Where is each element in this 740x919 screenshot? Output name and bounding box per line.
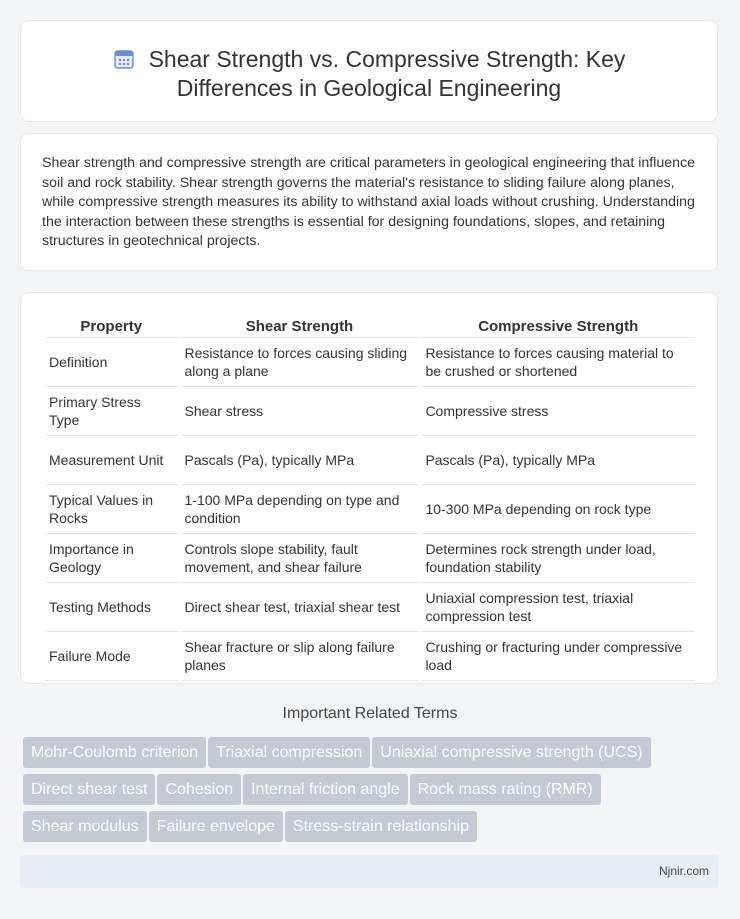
- cell-property: Testing Methods: [45, 583, 178, 632]
- table-row: [45, 338, 695, 387]
- tag-stress-strain[interactable]: Stress-strain relationship: [285, 811, 477, 842]
- header-compressive-strength: Compressive Strength: [421, 315, 695, 338]
- tag-direct-shear-test[interactable]: Direct shear test: [23, 774, 155, 805]
- cell-compressive: Compressive stress: [421, 387, 695, 436]
- table-header-row: [45, 315, 695, 338]
- cell-property: Measurement Unit: [45, 436, 178, 485]
- tag-shear-modulus[interactable]: Shear modulus: [23, 811, 147, 842]
- table-row: [45, 436, 695, 485]
- table-row: [45, 485, 695, 534]
- header-property: Property: [45, 315, 178, 338]
- title-line-2: Differences in Geological Engineering: [176, 75, 562, 101]
- tag-mohr-coulomb[interactable]: Mohr-Coulomb criterion: [23, 737, 206, 768]
- cell-property: Primary Stress Type: [45, 387, 178, 436]
- title-line-1: Shear Strength vs. Compressive Strength: Key: [148, 46, 626, 72]
- intro-card: [20, 133, 718, 271]
- cell-shear: 1-100 MPa depending on type and condition: [181, 485, 419, 534]
- calendar-icon: [113, 48, 135, 70]
- cell-shear: Controls slope stability, fault movement, and shear failure: [181, 534, 419, 583]
- cell-compressive: Determines rock strength under load, foundation stability: [421, 534, 695, 583]
- comparison-table-card: [20, 292, 718, 684]
- tag-rmr[interactable]: Rock mass rating (RMR): [410, 774, 601, 805]
- tag-internal-friction-angle[interactable]: Internal friction angle: [243, 774, 408, 805]
- cell-property: Failure Mode: [45, 632, 178, 681]
- tag-cohesion[interactable]: Cohesion: [157, 774, 241, 805]
- cell-property: Importance in Geology: [45, 534, 178, 583]
- cell-shear: Direct shear test, triaxial shear test: [181, 583, 419, 632]
- cell-shear: Pascals (Pa), typically MPa: [181, 436, 419, 485]
- tag-ucs[interactable]: Uniaxial compressive strength (UCS): [372, 737, 650, 768]
- comparison-table: [42, 315, 698, 681]
- cell-compressive: Crushing or fracturing under compressive load: [421, 632, 695, 681]
- tag-triaxial-compression[interactable]: Triaxial compression: [208, 737, 370, 768]
- related-terms-title: Important Related Terms: [282, 705, 458, 722]
- cell-shear: Shear fracture or slip along failure planes: [181, 632, 419, 681]
- page-title: [21, 45, 717, 103]
- cell-shear: Shear stress: [181, 387, 419, 436]
- cell-compressive: Resistance to forces causing material to be crushed or shortened: [421, 338, 695, 387]
- cell-shear: Resistance to forces causing sliding along a plane: [181, 338, 419, 387]
- title-card: [20, 20, 718, 122]
- footer: [20, 855, 719, 888]
- table-row: [45, 583, 695, 632]
- cell-compressive: 10-300 MPa depending on rock type: [421, 485, 695, 534]
- table-row: [45, 534, 695, 583]
- cell-property: Typical Values in Rocks: [45, 485, 178, 534]
- cell-compressive: Pascals (Pa), typically MPa: [421, 436, 695, 485]
- cell-compressive: Uniaxial compression test, triaxial compression test: [421, 583, 695, 632]
- table-row: [45, 387, 695, 436]
- related-terms-tags: [23, 737, 683, 848]
- table-row: [45, 632, 695, 681]
- cell-property: Definition: [45, 338, 178, 387]
- footer-site-link[interactable]: Njnir.com: [658, 864, 709, 878]
- header-shear-strength: Shear Strength: [181, 315, 419, 338]
- tag-failure-envelope[interactable]: Failure envelope: [149, 811, 283, 842]
- intro-paragraph: Shear strength and compressive strength are critical parameters in geological engineering that influence soil and rock stability. Shear strength governs the material's resistance to sliding failure along planes, while compressive strength measures its ability to withstand axial loads without crushing. Understanding the interaction between these strengths is essential for designing foundations, slopes, and retaining structures in geotechnical projects.: [42, 155, 695, 250]
